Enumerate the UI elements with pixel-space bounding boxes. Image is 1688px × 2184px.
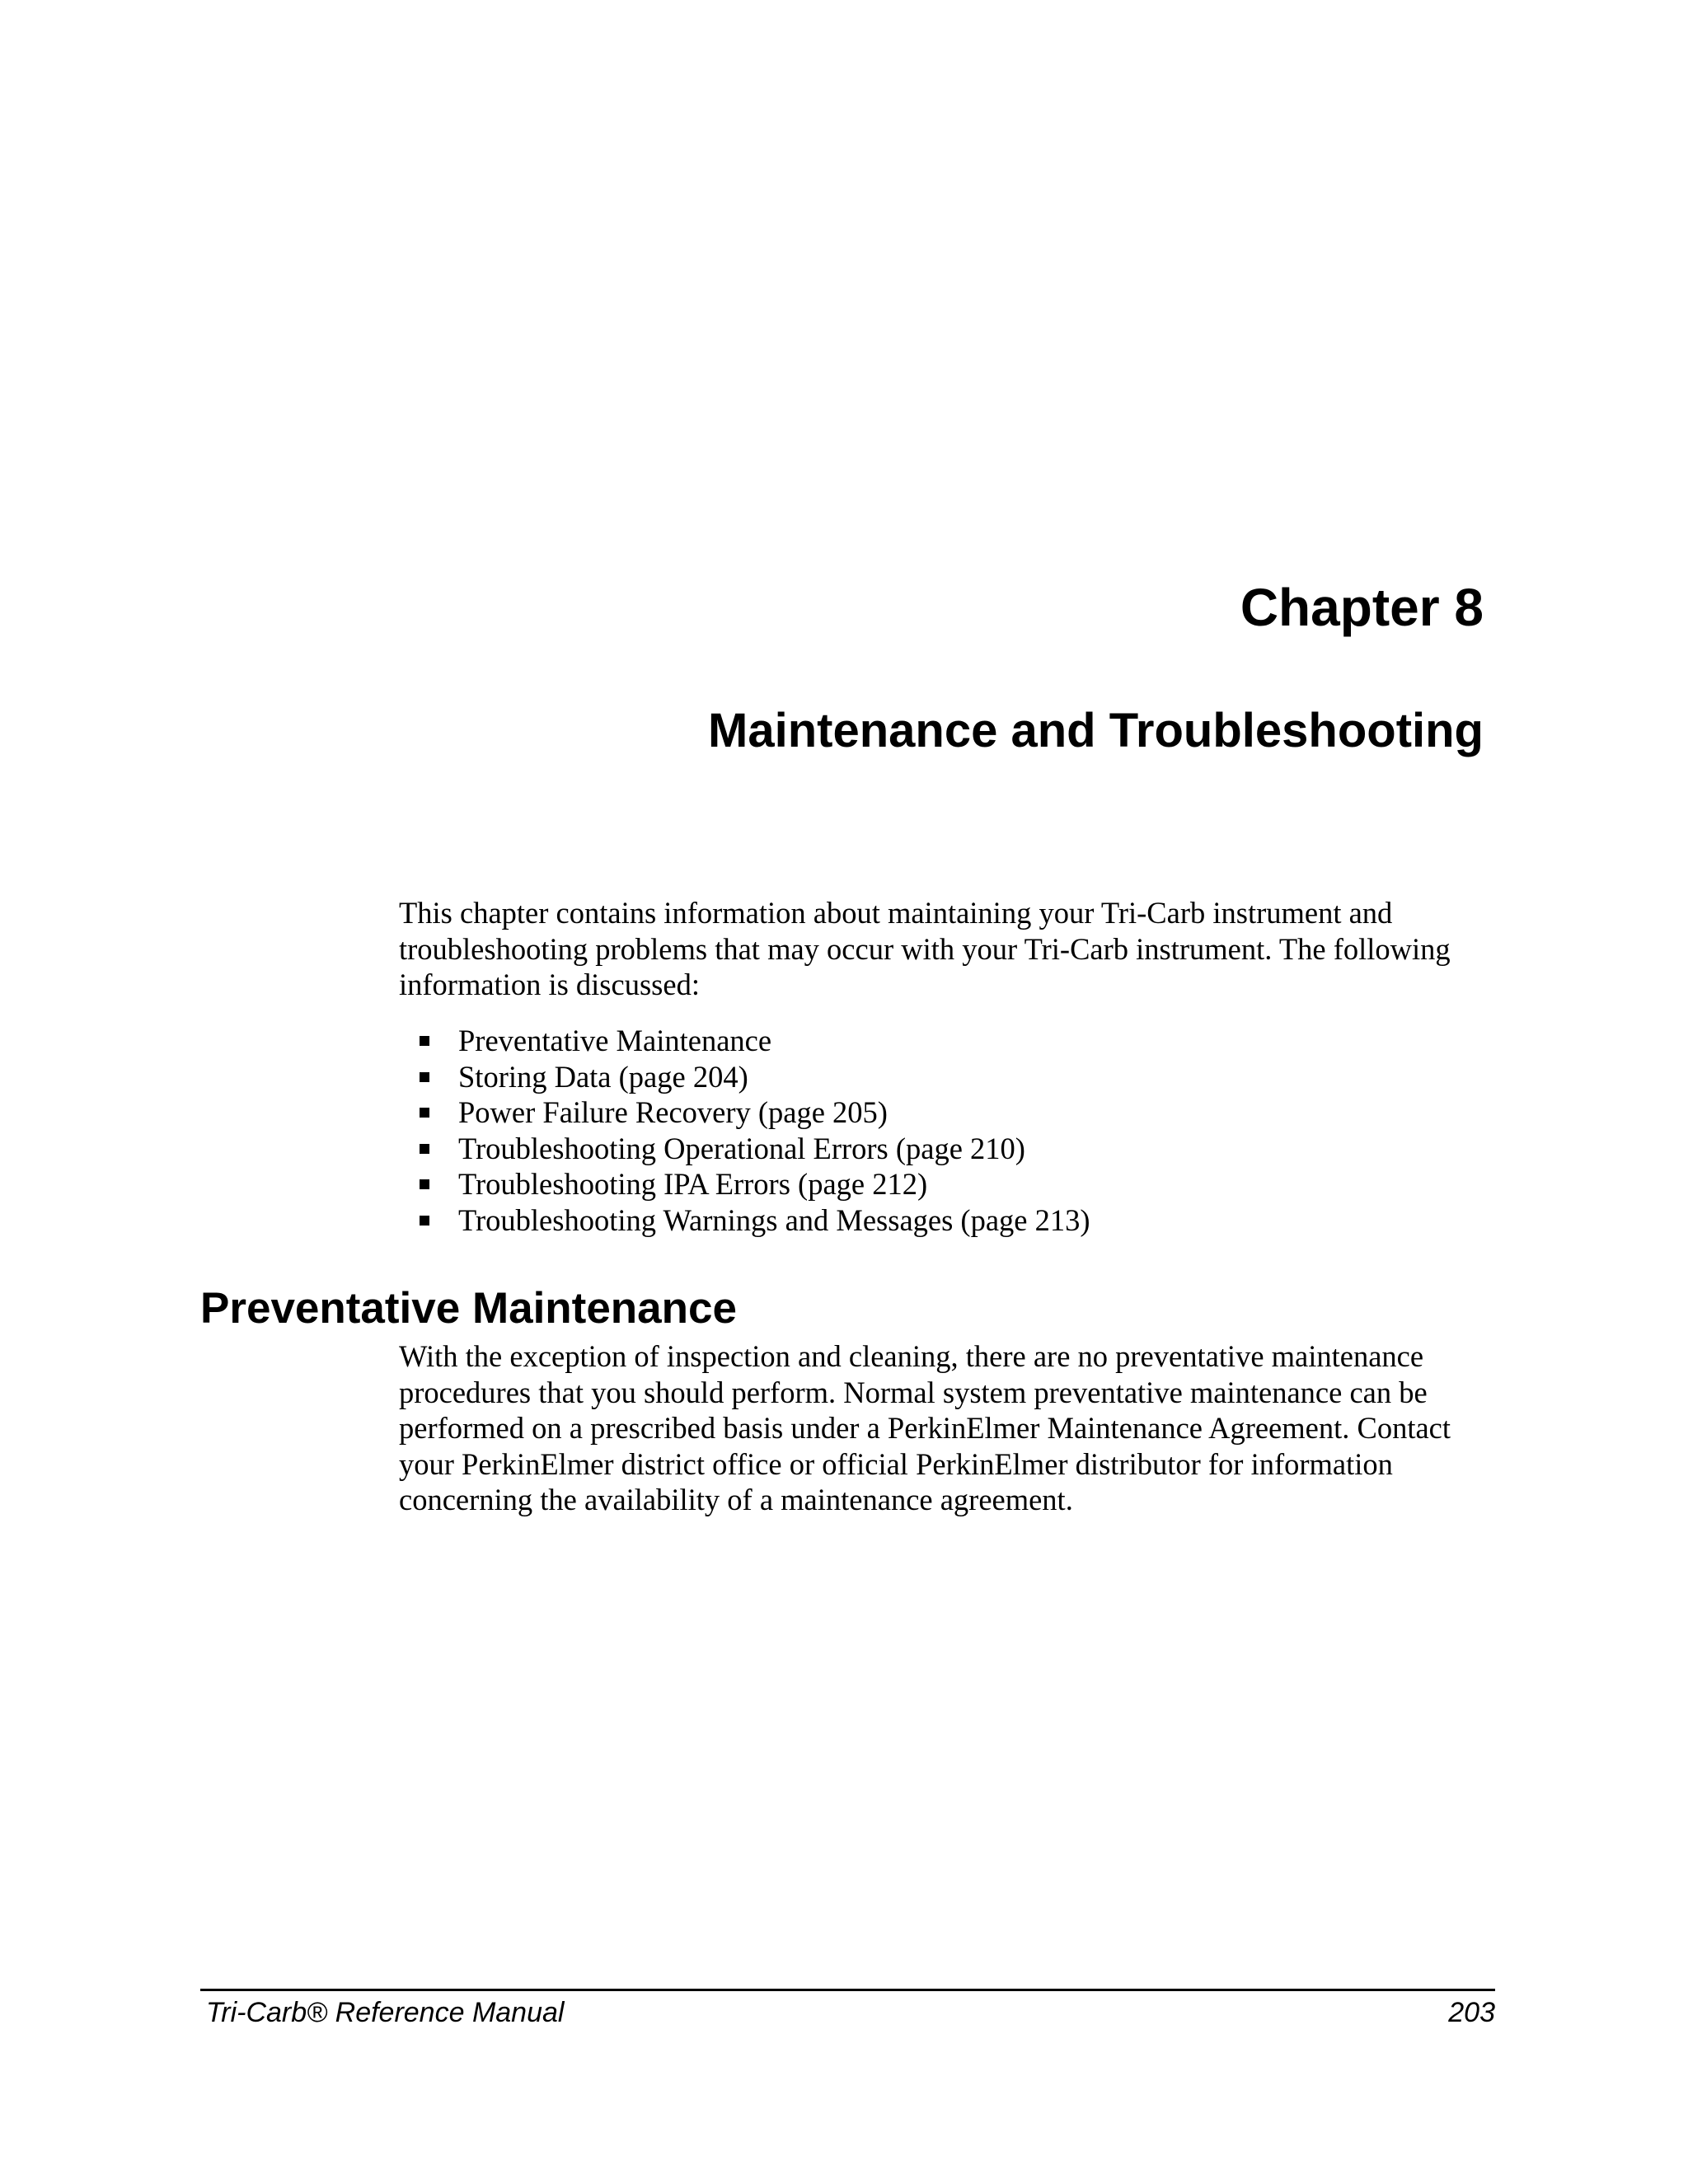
topic-list bbox=[399, 1023, 1495, 1238]
list-item bbox=[399, 1202, 1495, 1239]
square-bullet-icon bbox=[420, 1036, 429, 1046]
list-item-text: Troubleshooting Warnings and Messages (page 213) bbox=[458, 1202, 1090, 1237]
section-heading: Preventative Maintenance bbox=[200, 1284, 737, 1333]
list-item bbox=[399, 1059, 1495, 1095]
square-bullet-icon bbox=[420, 1072, 429, 1082]
list-item bbox=[399, 1094, 1495, 1131]
chapter-title: Maintenance and Troubleshooting bbox=[708, 704, 1484, 757]
footer-page-number: 203 bbox=[1448, 1997, 1495, 2028]
chapter-number: Chapter 8 bbox=[1240, 578, 1484, 637]
square-bullet-icon bbox=[420, 1108, 429, 1118]
list-item-text: Troubleshooting IPA Errors (page 212) bbox=[458, 1167, 928, 1201]
list-item-text: Storing Data (page 204) bbox=[458, 1059, 748, 1094]
list-item bbox=[399, 1166, 1495, 1202]
footer-divider bbox=[200, 1989, 1495, 1991]
list-item bbox=[399, 1131, 1495, 1167]
square-bullet-icon bbox=[420, 1216, 429, 1226]
footer-manual-title: Tri-Carb® Reference Manual bbox=[206, 1997, 565, 2028]
intro-paragraph: This chapter contains information about maintaining your Tri-Carb instrument and troubleshooting problems that may occur with your Tri-Carb instrument. The following information is discussed: bbox=[399, 896, 1451, 1001]
square-bullet-icon bbox=[420, 1144, 429, 1154]
list-item-text: Troubleshooting Operational Errors (page 210) bbox=[458, 1131, 1025, 1165]
list-item-text: Preventative Maintenance bbox=[458, 1024, 772, 1057]
list-item-text: Power Failure Recovery (page 205) bbox=[458, 1095, 888, 1129]
square-bullet-icon bbox=[420, 1179, 429, 1189]
section-paragraph: With the exception of inspection and cleaning, there are no preventative maintenance procedures that you should perform. Normal system preventative maintenance can be performed on a prescribed basis under a PerkinElmer Maintenance Agreement. Contact your PerkinElmer district office or official PerkinElmer distributor for information concerning the availability of a maintenance agreement. bbox=[399, 1339, 1451, 1516]
list-item bbox=[399, 1023, 1495, 1059]
